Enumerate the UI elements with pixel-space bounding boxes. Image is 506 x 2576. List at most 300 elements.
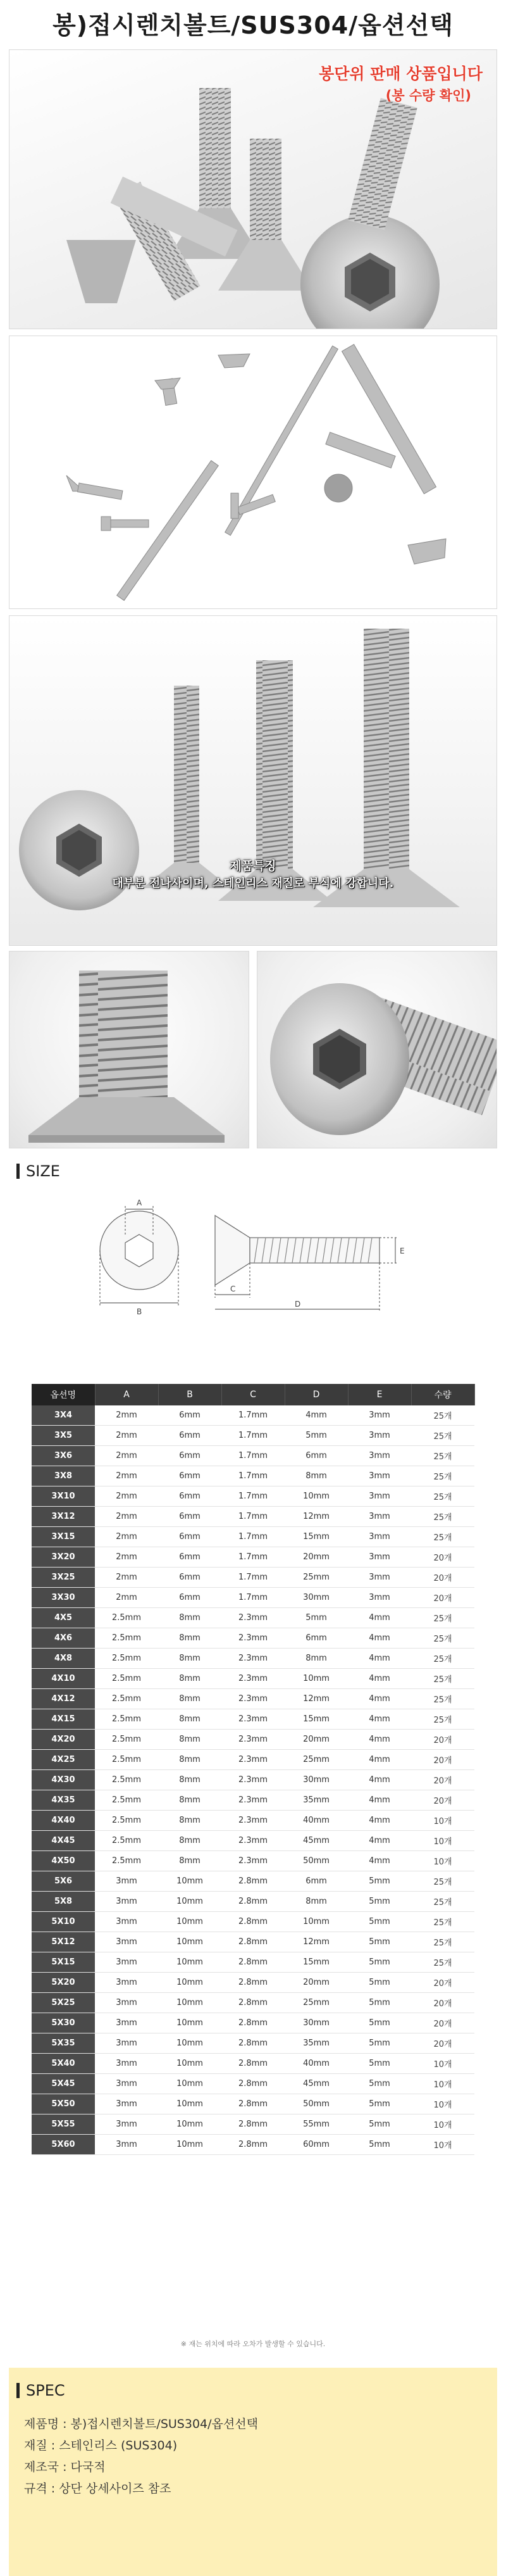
- cell-d: 6mm: [285, 1446, 348, 1466]
- cell-c: 1.7mm: [221, 1466, 285, 1486]
- table-row: [32, 1446, 474, 1466]
- spec-section-heading: [16, 2382, 65, 2399]
- cell-c: 1.7mm: [221, 1446, 285, 1466]
- cell-c: 1.7mm: [221, 1486, 285, 1507]
- cell-quantity: 25개: [411, 1608, 474, 1628]
- cell-d: 30mm: [285, 1588, 348, 1608]
- spec-size: 규격 : 상단 상세사이즈 참조: [24, 2482, 171, 2496]
- cell-d: 4mm: [285, 1405, 348, 1426]
- cell-e: 3mm: [348, 1507, 411, 1527]
- cell-quantity: 25개: [411, 1426, 474, 1446]
- spec-heading-text: SPEC: [26, 2382, 65, 2399]
- cell-d: 20mm: [285, 1547, 348, 1568]
- heading-bar: [16, 1164, 20, 1179]
- cell-d: 55mm: [285, 2114, 348, 2135]
- product-photo-main: [9, 49, 497, 329]
- cell-b: 6mm: [158, 1426, 221, 1446]
- cell-e: 4mm: [348, 1689, 411, 1709]
- cell-c: 2.3mm: [221, 1628, 285, 1649]
- size-table-body: [32, 1405, 474, 2155]
- cell-b: 6mm: [158, 1466, 221, 1486]
- table-row: [32, 2135, 474, 2155]
- cell-a: 2.5mm: [95, 1790, 158, 1811]
- table-row: [32, 1669, 474, 1689]
- cell-option: 5X35: [32, 2033, 95, 2054]
- cell-d: 35mm: [285, 2033, 348, 2054]
- cell-a: 2.5mm: [95, 1628, 158, 1649]
- table-row: [32, 1547, 474, 1568]
- cell-quantity: 25개: [411, 1892, 474, 1912]
- dimension-diagram: [89, 1190, 417, 1317]
- cell-quantity: 20개: [411, 1588, 474, 1608]
- table-row: [32, 1831, 474, 1851]
- cell-b: 8mm: [158, 1730, 221, 1750]
- table-row: [32, 2074, 474, 2094]
- cell-b: 10mm: [158, 2135, 221, 2155]
- bolts-illustration-scattered: [9, 336, 497, 608]
- cell-quantity: 20개: [411, 1750, 474, 1770]
- cell-e: 4mm: [348, 1851, 411, 1871]
- cell-c: 2.3mm: [221, 1689, 285, 1709]
- table-row: [32, 1973, 474, 1993]
- cell-c: 2.8mm: [221, 2135, 285, 2155]
- table-row: [32, 1527, 474, 1547]
- cell-d: 15mm: [285, 1527, 348, 1547]
- cell-e: 3mm: [348, 1466, 411, 1486]
- cell-option: 4X5: [32, 1608, 95, 1628]
- cell-b: 8mm: [158, 1669, 221, 1689]
- cell-e: 5mm: [348, 1973, 411, 1993]
- cell-e: 5mm: [348, 1993, 411, 2013]
- cell-option: 3X10: [32, 1486, 95, 1507]
- column-header-d: D: [285, 1384, 348, 1405]
- cell-b: 8mm: [158, 1811, 221, 1831]
- column-header-c: C: [221, 1384, 285, 1405]
- cell-c: 2.8mm: [221, 1871, 285, 1892]
- cell-option: 5X55: [32, 2114, 95, 2135]
- cell-b: 6mm: [158, 1486, 221, 1507]
- cell-a: 2mm: [95, 1527, 158, 1547]
- cell-e: 4mm: [348, 1790, 411, 1811]
- cell-option: 4X45: [32, 1831, 95, 1851]
- cell-d: 8mm: [285, 1466, 348, 1486]
- bolt-closeup-side-illustration: [9, 952, 249, 1148]
- spec-origin: 제조국 : 다국적: [24, 2460, 106, 2474]
- cell-b: 10mm: [158, 1892, 221, 1912]
- cell-d: 25mm: [285, 1750, 348, 1770]
- cell-e: 5mm: [348, 2114, 411, 2135]
- cell-b: 10mm: [158, 2074, 221, 2094]
- cell-option: 4X35: [32, 1790, 95, 1811]
- cell-e: 3mm: [348, 1527, 411, 1547]
- cell-b: 8mm: [158, 1790, 221, 1811]
- cell-c: 2.3mm: [221, 1608, 285, 1628]
- column-header-a: A: [95, 1384, 158, 1405]
- cell-option: 4X12: [32, 1689, 95, 1709]
- cell-b: 6mm: [158, 1568, 221, 1588]
- dim-label-e: E: [400, 1247, 405, 1255]
- cell-option: 5X40: [32, 2054, 95, 2074]
- cell-c: 2.8mm: [221, 2013, 285, 2033]
- table-row: [32, 2094, 474, 2114]
- cell-b: 10mm: [158, 1871, 221, 1892]
- cell-option: 5X20: [32, 1973, 95, 1993]
- cell-option: 3X4: [32, 1405, 95, 1426]
- cell-quantity: 25개: [411, 1871, 474, 1892]
- cell-b: 8mm: [158, 1689, 221, 1709]
- cell-d: 8mm: [285, 1892, 348, 1912]
- cell-b: 10mm: [158, 1952, 221, 1973]
- cell-e: 3mm: [348, 1588, 411, 1608]
- table-row: [32, 1608, 474, 1628]
- column-header-quantity: 수량: [411, 1384, 474, 1405]
- cell-e: 4mm: [348, 1750, 411, 1770]
- cell-option: 4X50: [32, 1851, 95, 1871]
- cell-d: 20mm: [285, 1973, 348, 1993]
- cell-d: 25mm: [285, 1993, 348, 2013]
- cell-c: 2.3mm: [221, 1669, 285, 1689]
- bolts-illustration-standing: [9, 616, 497, 945]
- cell-e: 4mm: [348, 1628, 411, 1649]
- cell-e: 4mm: [348, 1669, 411, 1689]
- spec-product-name: 제품명 : 봉)접시렌치볼트/SUS304/옵션선택: [24, 2417, 258, 2431]
- dim-label-c: C: [230, 1285, 236, 1293]
- cell-e: 4mm: [348, 1831, 411, 1851]
- cell-b: 6mm: [158, 1547, 221, 1568]
- cell-d: 5mm: [285, 1426, 348, 1446]
- cell-option: 5X6: [32, 1871, 95, 1892]
- table-row: [32, 1851, 474, 1871]
- pack-sale-notice: 봉단위 판매 상품입니다: [319, 65, 483, 83]
- cell-a: 2.5mm: [95, 1608, 158, 1628]
- cell-c: 1.7mm: [221, 1547, 285, 1568]
- cell-a: 2mm: [95, 1426, 158, 1446]
- cell-quantity: 20개: [411, 1547, 474, 1568]
- table-row: [32, 1405, 474, 1426]
- cell-option: 4X15: [32, 1709, 95, 1730]
- cell-quantity: 10개: [411, 2074, 474, 2094]
- cell-option: 5X12: [32, 1932, 95, 1952]
- cell-quantity: 20개: [411, 1973, 474, 1993]
- table-row: [32, 1790, 474, 1811]
- table-row: [32, 1811, 474, 1831]
- table-row: [32, 1932, 474, 1952]
- cell-b: 10mm: [158, 1932, 221, 1952]
- cell-quantity: 10개: [411, 2135, 474, 2155]
- product-title: 봉)접시렌치볼트/SUS304/옵션선택: [52, 11, 454, 39]
- cell-d: 15mm: [285, 1709, 348, 1730]
- cell-a: 3mm: [95, 2054, 158, 2074]
- cell-d: 15mm: [285, 1952, 348, 1973]
- cell-a: 3mm: [95, 1912, 158, 1932]
- cell-d: 30mm: [285, 2013, 348, 2033]
- cell-option: 4X10: [32, 1669, 95, 1689]
- cell-d: 10mm: [285, 1912, 348, 1932]
- cell-b: 6mm: [158, 1588, 221, 1608]
- cell-c: 2.3mm: [221, 1790, 285, 1811]
- cell-d: 12mm: [285, 1689, 348, 1709]
- size-table: [32, 1384, 475, 2155]
- cell-quantity: 10개: [411, 2094, 474, 2114]
- cell-quantity: 20개: [411, 1993, 474, 2013]
- table-row: [32, 1892, 474, 1912]
- cell-d: 40mm: [285, 1811, 348, 1831]
- bolt-closeup-head-illustration: [257, 952, 497, 1148]
- cell-c: 2.8mm: [221, 1973, 285, 1993]
- cell-a: 2.5mm: [95, 1709, 158, 1730]
- cell-a: 2mm: [95, 1588, 158, 1608]
- cell-b: 6mm: [158, 1446, 221, 1466]
- cell-quantity: 20개: [411, 1568, 474, 1588]
- cell-quantity: 20개: [411, 2033, 474, 2054]
- cell-option: 3X25: [32, 1568, 95, 1588]
- dim-label-b: B: [137, 1307, 142, 1316]
- cell-a: 3mm: [95, 1932, 158, 1952]
- cell-b: 6mm: [158, 1507, 221, 1527]
- cell-e: 5mm: [348, 1952, 411, 1973]
- pack-quantity-notice: (봉 수량 확인): [385, 88, 471, 103]
- cell-a: 3mm: [95, 1952, 158, 1973]
- cell-a: 2.5mm: [95, 1770, 158, 1790]
- cell-c: 1.7mm: [221, 1426, 285, 1446]
- cell-c: 2.3mm: [221, 1750, 285, 1770]
- table-row: [32, 2114, 474, 2135]
- cell-c: 2.3mm: [221, 1709, 285, 1730]
- cell-a: 3mm: [95, 1993, 158, 2013]
- dim-label-a: A: [137, 1198, 142, 1207]
- cell-option: 4X30: [32, 1770, 95, 1790]
- table-row: [32, 1588, 474, 1608]
- cell-e: 4mm: [348, 1811, 411, 1831]
- cell-option: 3X6: [32, 1446, 95, 1466]
- cell-e: 4mm: [348, 1608, 411, 1628]
- product-photo-closeup-head: [257, 951, 497, 1148]
- cell-e: 4mm: [348, 1649, 411, 1669]
- cell-a: 3mm: [95, 1871, 158, 1892]
- cell-b: 10mm: [158, 2114, 221, 2135]
- cell-option: 3X12: [32, 1507, 95, 1527]
- cell-option: 5X15: [32, 1952, 95, 1973]
- cell-a: 2.5mm: [95, 1750, 158, 1770]
- cell-quantity: 25개: [411, 1709, 474, 1730]
- table-row: [32, 1689, 474, 1709]
- cell-quantity: 25개: [411, 1405, 474, 1426]
- cell-a: 3mm: [95, 1973, 158, 1993]
- cell-c: 2.8mm: [221, 1912, 285, 1932]
- cell-d: 10mm: [285, 1486, 348, 1507]
- cell-c: 2.8mm: [221, 1952, 285, 1973]
- cell-quantity: 10개: [411, 1851, 474, 1871]
- cell-option: 3X20: [32, 1547, 95, 1568]
- cell-b: 8mm: [158, 1851, 221, 1871]
- cell-c: 2.3mm: [221, 1831, 285, 1851]
- table-row: [32, 1750, 474, 1770]
- cell-quantity: 25개: [411, 1507, 474, 1527]
- cell-d: 6mm: [285, 1871, 348, 1892]
- cell-a: 2mm: [95, 1486, 158, 1507]
- cell-d: 30mm: [285, 1770, 348, 1790]
- cell-quantity: 10개: [411, 2054, 474, 2074]
- table-row: [32, 1507, 474, 1527]
- cell-a: 2.5mm: [95, 1669, 158, 1689]
- cell-e: 5mm: [348, 2013, 411, 2033]
- cell-quantity: 25개: [411, 1527, 474, 1547]
- cell-quantity: 20개: [411, 1790, 474, 1811]
- cell-quantity: 10개: [411, 1811, 474, 1831]
- cell-a: 3mm: [95, 2135, 158, 2155]
- cell-d: 35mm: [285, 1790, 348, 1811]
- cell-option: 4X25: [32, 1750, 95, 1770]
- cell-d: 45mm: [285, 2074, 348, 2094]
- cell-option: 5X50: [32, 2094, 95, 2114]
- cell-quantity: 25개: [411, 1912, 474, 1932]
- cell-c: 2.8mm: [221, 2033, 285, 2054]
- cell-c: 2.8mm: [221, 1892, 285, 1912]
- cell-d: 45mm: [285, 1831, 348, 1851]
- size-table-header-row: [32, 1384, 474, 1405]
- cell-b: 8mm: [158, 1750, 221, 1770]
- cell-d: 10mm: [285, 1669, 348, 1689]
- cell-c: 2.3mm: [221, 1851, 285, 1871]
- cell-a: 2.5mm: [95, 1811, 158, 1831]
- cell-d: 50mm: [285, 1851, 348, 1871]
- cell-d: 25mm: [285, 1568, 348, 1588]
- table-row: [32, 1426, 474, 1446]
- cell-e: 3mm: [348, 1568, 411, 1588]
- cell-e: 5mm: [348, 1871, 411, 1892]
- cell-c: 1.7mm: [221, 1568, 285, 1588]
- table-row: [32, 1709, 474, 1730]
- cell-b: 8mm: [158, 1770, 221, 1790]
- table-row: [32, 1952, 474, 1973]
- cell-c: 1.7mm: [221, 1405, 285, 1426]
- column-header-b: B: [158, 1384, 221, 1405]
- cell-e: 5mm: [348, 2094, 411, 2114]
- column-header-option: 옵션명: [32, 1384, 95, 1405]
- table-row: [32, 1730, 474, 1750]
- cell-c: 1.7mm: [221, 1507, 285, 1527]
- cell-b: 10mm: [158, 1973, 221, 1993]
- cell-option: 4X6: [32, 1628, 95, 1649]
- cell-e: 5mm: [348, 1932, 411, 1952]
- cell-c: 2.3mm: [221, 1730, 285, 1750]
- cell-a: 3mm: [95, 2074, 158, 2094]
- table-row: [32, 1628, 474, 1649]
- table-row: [32, 1770, 474, 1790]
- cell-e: 5mm: [348, 2074, 411, 2094]
- table-row: [32, 1649, 474, 1669]
- cell-quantity: 25개: [411, 1628, 474, 1649]
- cell-a: 3mm: [95, 1892, 158, 1912]
- cell-b: 10mm: [158, 1993, 221, 2013]
- cell-b: 6mm: [158, 1527, 221, 1547]
- product-photo-closeup-side: [9, 951, 249, 1148]
- cell-e: 4mm: [348, 1770, 411, 1790]
- table-row: [32, 1486, 474, 1507]
- cell-a: 2mm: [95, 1507, 158, 1527]
- cell-a: 2.5mm: [95, 1851, 158, 1871]
- cell-option: 3X8: [32, 1466, 95, 1486]
- cell-d: 5mm: [285, 1608, 348, 1628]
- cell-c: 2.8mm: [221, 2114, 285, 2135]
- cell-b: 8mm: [158, 1831, 221, 1851]
- product-photo-standing: [9, 615, 497, 946]
- cell-d: 12mm: [285, 1932, 348, 1952]
- cell-quantity: 25개: [411, 1952, 474, 1973]
- cell-option: 5X10: [32, 1912, 95, 1932]
- cell-a: 3mm: [95, 2033, 158, 2054]
- table-row: [32, 1912, 474, 1932]
- cell-a: 3mm: [95, 2094, 158, 2114]
- cell-quantity: 25개: [411, 1649, 474, 1669]
- cell-quantity: 25개: [411, 1466, 474, 1486]
- cell-quantity: 25개: [411, 1932, 474, 1952]
- cell-b: 10mm: [158, 1912, 221, 1932]
- cell-b: 10mm: [158, 2054, 221, 2074]
- cell-a: 2.5mm: [95, 1649, 158, 1669]
- cell-option: 5X8: [32, 1892, 95, 1912]
- cell-b: 10mm: [158, 2094, 221, 2114]
- cell-quantity: 20개: [411, 2013, 474, 2033]
- cell-b: 10mm: [158, 2013, 221, 2033]
- cell-option: 3X30: [32, 1588, 95, 1608]
- cell-quantity: 25개: [411, 1689, 474, 1709]
- cell-option: 5X60: [32, 2135, 95, 2155]
- cell-d: 8mm: [285, 1649, 348, 1669]
- size-heading-text: SIZE: [26, 1162, 60, 1180]
- product-photo-scattered: [9, 336, 497, 609]
- cell-e: 5mm: [348, 2135, 411, 2155]
- cell-quantity: 20개: [411, 1730, 474, 1750]
- cell-b: 8mm: [158, 1628, 221, 1649]
- table-row: [32, 1568, 474, 1588]
- cell-option: 4X20: [32, 1730, 95, 1750]
- cell-quantity: 25개: [411, 1669, 474, 1689]
- cell-e: 3mm: [348, 1547, 411, 1568]
- measurement-note: ※ 재는 위치에 따라 오차가 발생할 수 있습니다.: [180, 2340, 326, 2348]
- cell-quantity: 25개: [411, 1446, 474, 1466]
- cell-a: 2mm: [95, 1547, 158, 1568]
- cell-b: 8mm: [158, 1709, 221, 1730]
- cell-e: 5mm: [348, 1892, 411, 1912]
- cell-c: 2.8mm: [221, 2074, 285, 2094]
- cell-quantity: 25개: [411, 1486, 474, 1507]
- cell-option: 4X8: [32, 1649, 95, 1669]
- cell-d: 6mm: [285, 1628, 348, 1649]
- table-row: [32, 1466, 474, 1486]
- cell-a: 2mm: [95, 1568, 158, 1588]
- cell-option: 3X15: [32, 1527, 95, 1547]
- cell-quantity: 10개: [411, 2114, 474, 2135]
- cell-e: 5mm: [348, 2033, 411, 2054]
- cell-option: 5X30: [32, 2013, 95, 2033]
- cell-b: 8mm: [158, 1608, 221, 1628]
- cell-a: 3mm: [95, 2114, 158, 2135]
- dim-label-d: D: [295, 1300, 301, 1309]
- cell-e: 5mm: [348, 1912, 411, 1932]
- cell-option: 5X25: [32, 1993, 95, 2013]
- cell-e: 3mm: [348, 1426, 411, 1446]
- cell-c: 2.8mm: [221, 2094, 285, 2114]
- cell-a: 2mm: [95, 1446, 158, 1466]
- cell-quantity: 20개: [411, 1770, 474, 1790]
- cell-c: 2.8mm: [221, 2054, 285, 2074]
- table-row: [32, 1871, 474, 1892]
- table-row: [32, 2013, 474, 2033]
- table-row: [32, 2054, 474, 2074]
- table-row: [32, 1993, 474, 2013]
- cell-a: 2mm: [95, 1466, 158, 1486]
